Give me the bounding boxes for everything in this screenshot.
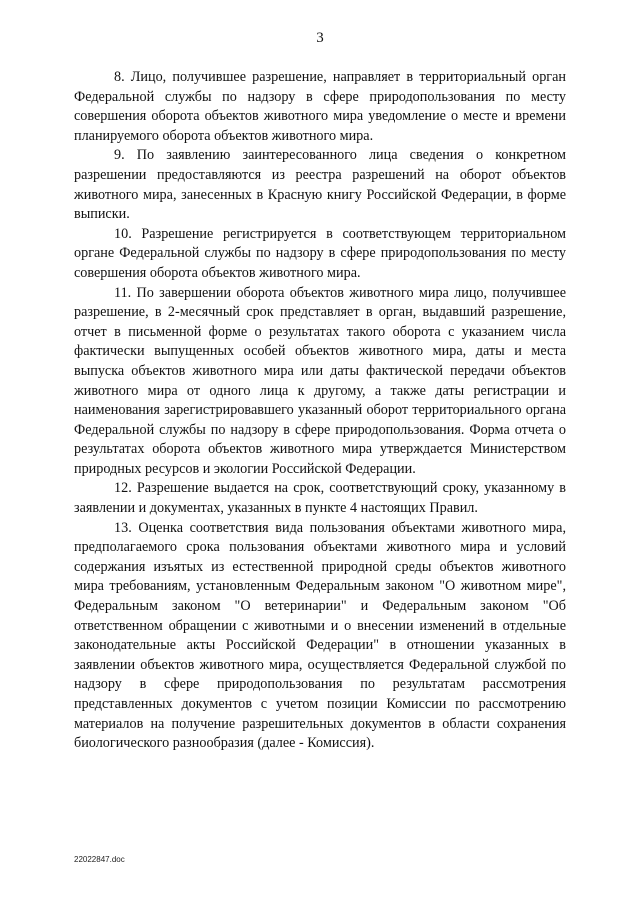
paragraph-10: 10. Разрешение регистрируется в соответствующем территориальном органе Федеральной службы по надзору в сфере природопользования по месту совершения оборота объектов животного мира.: [74, 225, 566, 281]
paragraph-13: 13. Оценка соответствия вида пользования объектами животного мира, предполагаемого срока пользования объектами животного мира и условий содержания изъятых из естественной природной среды объектов животного мира требованиям, установленным Федеральным законом "О животном мире", Федеральным законом "О ветеринарии" и Федеральным законом "Об ответственном обращении с животными и о внесении изменений в отдельные законодательные акты Российской Федерации" в отношении указанных в заявлении объектов животного мира, осуществляется Федеральной службой по надзору в сфере природопользования по результатам рассмотрения представленных документов с учетом позиции Комиссии по рассмотрению материалов на получение разрешительных документов в области сохранения биологического разнообразия (далее - Комиссия).: [74, 519, 566, 752]
paragraph-9: 9. По заявлению заинтересованного лица сведения о конкретном разрешении предоставляются из реестра разрешений на оборот объектов животного мира, занесенных в Красную книгу Российской Федерации, в форме выписки.: [74, 147, 566, 223]
paragraph-12: 12. Разрешение выдается на срок, соответствующий сроку, указанному в заявлении и документах, указанных в пункте 4 настоящих Правил.: [74, 480, 566, 517]
page-number: 3: [316, 30, 324, 46]
paragraph-11: 11. По завершении оборота объектов животного мира лицо, получившее разрешение, в 2-месячный срок представляет в орган, выдавший разрешение, отчет в письменной форме о результатах такого оборота с указанием числа фактически выпущенных особей объектов животного мира, даты и места выпуска объектов животного мира или даты фактической передачи объектов животного мира от одного лица к другому, а также даты регистрации и наименования зарегистрировавшего указанный оборот территориального органа Федеральной службы по надзору в сфере природопользования. Форма отчета о результатах оборота объектов животного мира утверждается Министерством природных ресурсов и экологии Российской Федерации.: [74, 284, 566, 477]
document-body: [74, 68, 566, 754]
footer-filename: 22022847.doc: [74, 855, 125, 864]
paragraph-8: 8. Лицо, получившее разрешение, направляет в территориальный орган Федеральной службы по надзору в сфере природопользования по месту совершения оборота объектов животного мира уведомление о месте и времени планируемого оборота объектов животного мира.: [74, 69, 566, 144]
